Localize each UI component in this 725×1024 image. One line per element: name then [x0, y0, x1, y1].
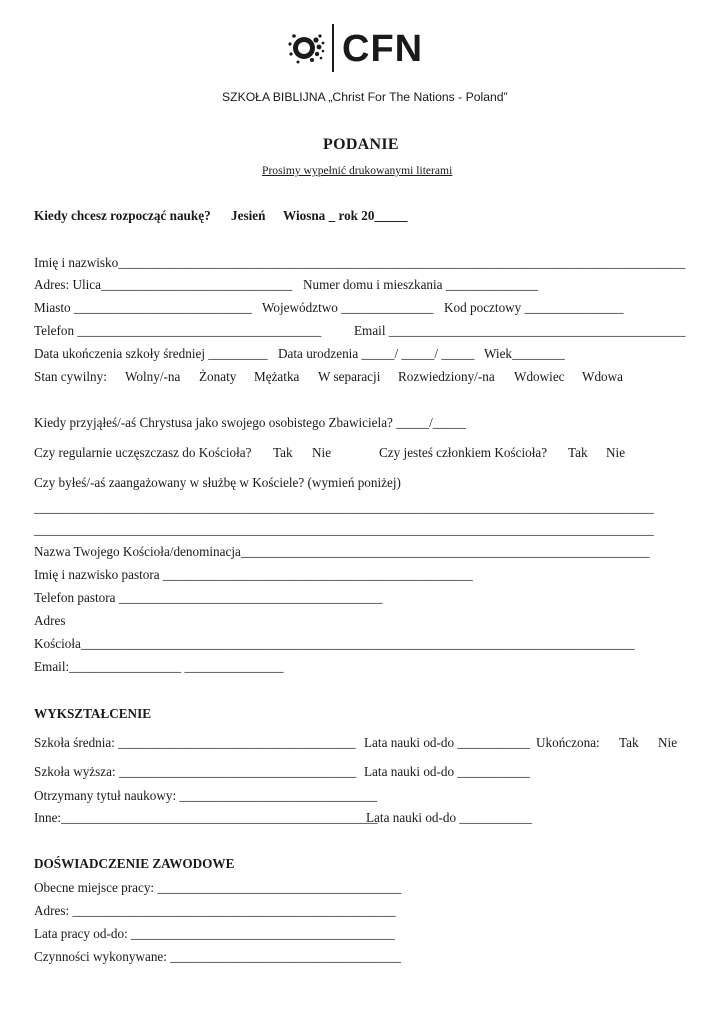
service-line-2[interactable]: ______________________________________________________________________________________________: [34, 522, 654, 537]
other-education-field[interactable]: Inne:________________________________________________: [34, 810, 378, 825]
phone-field[interactable]: Telefon _____________________________________: [34, 323, 322, 338]
service-line-1[interactable]: ______________________________________________________________________________________________: [34, 500, 654, 515]
logo-text: CFN: [342, 28, 424, 70]
pastor-phone-field[interactable]: Telefon pastora ________________________________________: [34, 590, 383, 605]
current-job-field[interactable]: Obecne miejsce pracy: _____________________________________: [34, 880, 402, 895]
age-field[interactable]: Wiek________: [484, 346, 565, 361]
option-spring-year[interactable]: Wiosna _ rok 20_____: [283, 208, 408, 223]
degree-field[interactable]: Otrzymany tytuł naukowy: ______________________________: [34, 788, 378, 803]
form-title: PODANIE: [323, 136, 399, 153]
high-school-completed-label: Ukończona:: [536, 735, 600, 750]
logo-divider: [332, 24, 334, 72]
church-name-field[interactable]: Nazwa Twojego Kościoła/denominacja______________________________________________________________: [34, 544, 650, 559]
pastor-name-field[interactable]: Imię i nazwisko pastora _______________________________________________: [34, 567, 473, 582]
house-number-field[interactable]: Numer domu i mieszkania ______________: [303, 277, 539, 292]
work-heading: DOŚWIADCZENIE ZAWODOWE: [34, 856, 235, 871]
church-address-field[interactable]: Kościoła____________________________________________________________________________________: [34, 636, 635, 651]
birth-date-field[interactable]: Data urodzenia _____/ _____/ _____: [278, 346, 475, 361]
job-duties-field[interactable]: Czynności wykonywane: ___________________________________: [34, 949, 402, 964]
civil-option-married-man[interactable]: Żonaty: [199, 369, 237, 384]
postal-code-field[interactable]: Kod pocztowy _______________: [444, 300, 624, 315]
education-heading: WYKSZTAŁCENIE: [34, 706, 152, 721]
civil-option-married-woman[interactable]: Mężatka: [254, 369, 300, 384]
service-question: Czy byłeś/-aś zaangażowany w służbę w Kościele? (wymień poniżej): [34, 475, 401, 490]
voivodeship-field[interactable]: Województwo ______________: [262, 300, 434, 315]
high-school-completed-yes[interactable]: Tak: [619, 735, 639, 750]
high-school-completed-no[interactable]: Nie: [658, 735, 678, 750]
high-school-years-field[interactable]: Lata nauki od-do ___________: [364, 735, 530, 750]
full-name-field[interactable]: Imię i nazwisko______________________________________________________________________________________: [34, 255, 686, 270]
church-email-field[interactable]: Email:_________________ _______________: [34, 659, 284, 674]
church-regular-no[interactable]: Nie: [312, 445, 332, 460]
church-regular-question: Czy regularnie uczęszczasz do Kościoła?: [34, 445, 252, 460]
civil-option-single[interactable]: Wolny/-na: [125, 369, 181, 384]
salvation-date-field[interactable]: Kiedy przyjąłeś/-aś Chrystusa jako swojego osobistego Zbawiciela? _____/_____: [34, 415, 466, 430]
city-field[interactable]: Miasto ___________________________: [34, 300, 252, 315]
school-name: SZKOŁA BIBLIJNA „Christ For The Nations - Poland”: [222, 90, 508, 104]
church-member-question: Czy jesteś członkiem Kościoła?: [379, 445, 548, 460]
job-years-field[interactable]: Lata pracy od-do: ________________________________________: [34, 926, 395, 941]
street-field[interactable]: Adres: Ulica_____________________________: [34, 277, 293, 292]
church-member-yes[interactable]: Tak: [568, 445, 588, 460]
other-education-years-field[interactable]: Lata nauki od-do ___________: [366, 810, 532, 825]
higher-school-years-field[interactable]: Lata nauki od-do ___________: [364, 764, 530, 779]
civil-option-separated[interactable]: W separacji: [318, 369, 381, 384]
higher-school-field[interactable]: Szkoła wyższa: ____________________________________: [34, 764, 357, 779]
option-autumn[interactable]: Jesień: [231, 208, 266, 223]
church-address-label: Adres: [34, 613, 66, 628]
high-school-field[interactable]: Szkoła średnia: ____________________________________: [34, 735, 356, 750]
email-field[interactable]: Email _____________________________________________: [354, 323, 686, 338]
civil-status-label: Stan cywilny:: [34, 369, 107, 384]
form-subtitle: Prosimy wypełnić drukowanymi literami: [262, 164, 453, 177]
civil-option-divorced[interactable]: Rozwiedziony/-na: [398, 369, 495, 384]
church-regular-yes[interactable]: Tak: [273, 445, 293, 460]
civil-option-widower[interactable]: Wdowiec: [514, 369, 565, 384]
job-address-field[interactable]: Adres: _________________________________________________: [34, 903, 396, 918]
start-question: Kiedy chcesz rozpocząć naukę?: [34, 208, 211, 223]
globe-logo-icon: [286, 30, 326, 66]
school-end-date-field[interactable]: Data ukończenia szkoły średniej _________: [34, 346, 268, 361]
church-member-no[interactable]: Nie: [606, 445, 626, 460]
civil-option-widow[interactable]: Wdowa: [582, 369, 624, 384]
